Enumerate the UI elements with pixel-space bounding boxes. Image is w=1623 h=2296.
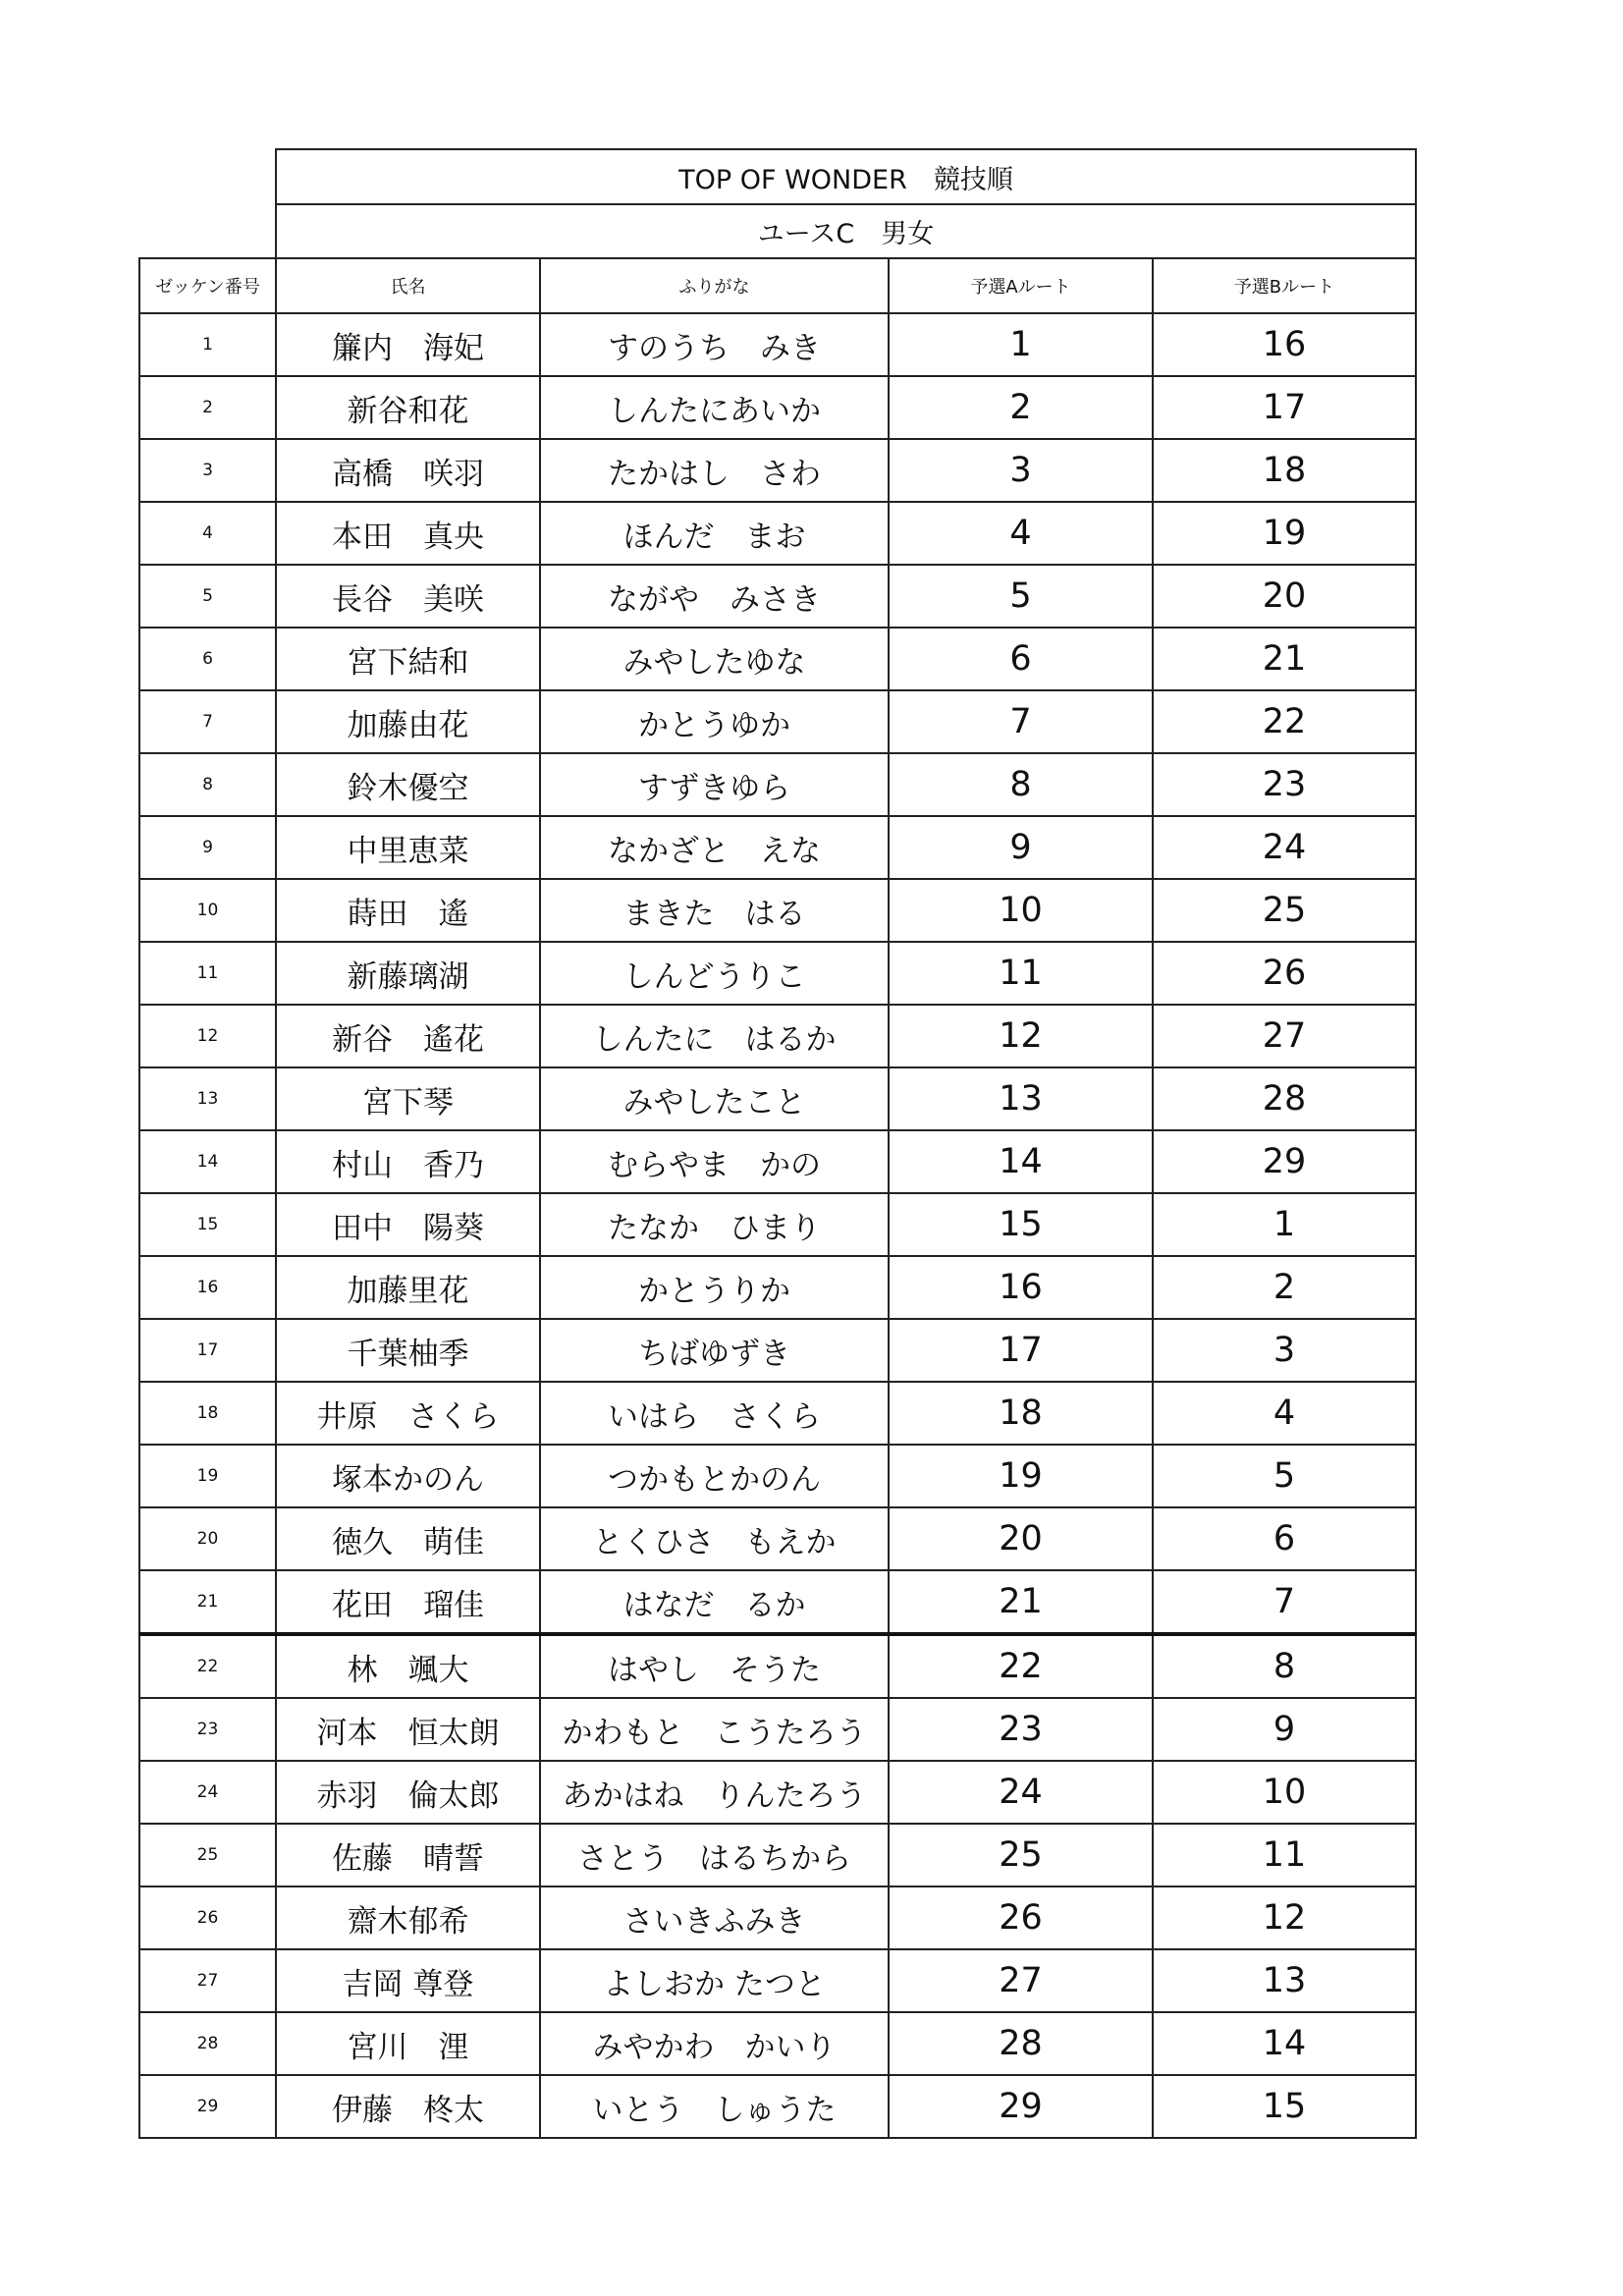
route-a-cell: 6: [889, 628, 1153, 690]
name-cell: 簾内 海妃: [276, 313, 540, 376]
name-cell: 伊藤 柊太: [276, 2075, 540, 2138]
route-b-cell: 15: [1153, 2075, 1416, 2138]
route-a-cell: 3: [889, 439, 1153, 502]
route-a-cell: 13: [889, 1067, 1153, 1130]
table-row: [139, 753, 1416, 816]
bib-cell: 10: [139, 879, 276, 942]
route-a-cell: 8: [889, 753, 1153, 816]
furigana-cell: なかざと えな: [540, 816, 889, 879]
route-b-cell: 19: [1153, 502, 1416, 565]
furigana-cell: ほんだ まお: [540, 502, 889, 565]
name-cell: 花田 瑠佳: [276, 1570, 540, 1634]
table-row: [139, 879, 1416, 942]
name-cell: 高橋 咲羽: [276, 439, 540, 502]
competition-order-table: [138, 148, 1417, 2139]
name-cell: 齋木郁希: [276, 1886, 540, 1949]
title-row: [139, 149, 1416, 204]
route-b-cell: 2: [1153, 1256, 1416, 1319]
route-b-cell: 20: [1153, 565, 1416, 628]
route-b-cell: 11: [1153, 1824, 1416, 1886]
route-a-cell: 20: [889, 1507, 1153, 1570]
table-row: [139, 1382, 1416, 1445]
route-b-cell: 21: [1153, 628, 1416, 690]
bib-cell: 15: [139, 1193, 276, 1256]
name-cell: 村山 香乃: [276, 1130, 540, 1193]
bib-cell: 23: [139, 1698, 276, 1761]
table-row: [139, 942, 1416, 1005]
route-a-cell: 15: [889, 1193, 1153, 1256]
name-cell: 加藤里花: [276, 1256, 540, 1319]
route-a-cell: 23: [889, 1698, 1153, 1761]
sheet-title: TOP OF WONDER 競技順: [276, 149, 1416, 204]
furigana-cell: しんたにあいか: [540, 376, 889, 439]
route-a-cell: 24: [889, 1761, 1153, 1824]
bib-cell: 12: [139, 1005, 276, 1067]
furigana-cell: かわもと こうたろう: [540, 1698, 889, 1761]
bib-cell: 16: [139, 1256, 276, 1319]
furigana-cell: まきた はる: [540, 879, 889, 942]
subtitle-row: [139, 204, 1416, 258]
bib-cell: 6: [139, 628, 276, 690]
furigana-cell: つかもとかのん: [540, 1445, 889, 1507]
furigana-cell: ちばゆずき: [540, 1319, 889, 1382]
header-name: 氏名: [276, 258, 540, 313]
name-cell: 加藤由花: [276, 690, 540, 753]
route-a-cell: 22: [889, 1634, 1153, 1698]
name-cell: 林 颯大: [276, 1634, 540, 1698]
table-row: [139, 1005, 1416, 1067]
furigana-cell: かとうりか: [540, 1256, 889, 1319]
bib-cell: 5: [139, 565, 276, 628]
table-row: [139, 1130, 1416, 1193]
route-b-cell: 18: [1153, 439, 1416, 502]
table-row: [139, 1067, 1416, 1130]
table-row: [139, 690, 1416, 753]
route-b-cell: 3: [1153, 1319, 1416, 1382]
route-a-cell: 19: [889, 1445, 1153, 1507]
route-a-cell: 25: [889, 1824, 1153, 1886]
route-b-cell: 9: [1153, 1698, 1416, 1761]
name-cell: 赤羽 倫太郎: [276, 1761, 540, 1824]
table-row: [139, 2012, 1416, 2075]
name-cell: 塚本かのん: [276, 1445, 540, 1507]
name-cell: 宮川 浬: [276, 2012, 540, 2075]
route-a-cell: 11: [889, 942, 1153, 1005]
header-furigana: ふりがな: [540, 258, 889, 313]
route-b-cell: 17: [1153, 376, 1416, 439]
route-b-cell: 25: [1153, 879, 1416, 942]
bib-cell: 24: [139, 1761, 276, 1824]
route-b-cell: 27: [1153, 1005, 1416, 1067]
route-b-cell: 26: [1153, 942, 1416, 1005]
table-row: [139, 1319, 1416, 1382]
table-row: [139, 376, 1416, 439]
table-row: [139, 502, 1416, 565]
route-a-cell: 17: [889, 1319, 1153, 1382]
furigana-cell: さとう はるちから: [540, 1824, 889, 1886]
header-bib: ゼッケン番号: [139, 258, 276, 313]
name-cell: 新藤璃湖: [276, 942, 540, 1005]
bib-cell: 20: [139, 1507, 276, 1570]
route-b-cell: 7: [1153, 1570, 1416, 1634]
route-a-cell: 21: [889, 1570, 1153, 1634]
table-row: [139, 1570, 1416, 1634]
subtitle-blank-cell: [139, 204, 276, 258]
name-cell: 長谷 美咲: [276, 565, 540, 628]
route-b-cell: 4: [1153, 1382, 1416, 1445]
route-a-cell: 18: [889, 1382, 1153, 1445]
bib-cell: 18: [139, 1382, 276, 1445]
name-cell: 鈴木優空: [276, 753, 540, 816]
table-row: [139, 439, 1416, 502]
bib-cell: 28: [139, 2012, 276, 2075]
furigana-cell: たかはし さわ: [540, 439, 889, 502]
furigana-cell: はやし そうた: [540, 1634, 889, 1698]
route-b-cell: 1: [1153, 1193, 1416, 1256]
route-b-cell: 24: [1153, 816, 1416, 879]
route-b-cell: 23: [1153, 753, 1416, 816]
name-cell: 佐藤 晴誓: [276, 1824, 540, 1886]
table-row: [139, 1824, 1416, 1886]
furigana-cell: いはら さくら: [540, 1382, 889, 1445]
route-a-cell: 10: [889, 879, 1153, 942]
furigana-cell: みやかわ かいり: [540, 2012, 889, 2075]
bib-cell: 22: [139, 1634, 276, 1698]
route-a-cell: 7: [889, 690, 1153, 753]
route-b-cell: 8: [1153, 1634, 1416, 1698]
furigana-cell: あかはね りんたろう: [540, 1761, 889, 1824]
header-route-a: 予選Aルート: [889, 258, 1153, 313]
name-cell: 千葉柚季: [276, 1319, 540, 1382]
table-row: [139, 313, 1416, 376]
name-cell: 蒔田 遙: [276, 879, 540, 942]
furigana-cell: みやしたゆな: [540, 628, 889, 690]
column-header-row: [139, 258, 1416, 313]
bib-cell: 21: [139, 1570, 276, 1634]
name-cell: 吉岡 尊登: [276, 1949, 540, 2012]
name-cell: 宮下結和: [276, 628, 540, 690]
table-row: [139, 1256, 1416, 1319]
header-route-b: 予選Bルート: [1153, 258, 1416, 313]
route-b-cell: 28: [1153, 1067, 1416, 1130]
bib-cell: 1: [139, 313, 276, 376]
name-cell: 宮下琴: [276, 1067, 540, 1130]
bib-cell: 29: [139, 2075, 276, 2138]
furigana-cell: いとう しゅうた: [540, 2075, 889, 2138]
name-cell: 新谷和花: [276, 376, 540, 439]
bib-cell: 14: [139, 1130, 276, 1193]
bib-cell: 13: [139, 1067, 276, 1130]
bib-cell: 4: [139, 502, 276, 565]
route-b-cell: 6: [1153, 1507, 1416, 1570]
name-cell: 田中 陽葵: [276, 1193, 540, 1256]
name-cell: 河本 恒太朗: [276, 1698, 540, 1761]
bib-cell: 8: [139, 753, 276, 816]
route-b-cell: 10: [1153, 1761, 1416, 1824]
name-cell: 中里恵菜: [276, 816, 540, 879]
furigana-cell: はなだ るか: [540, 1570, 889, 1634]
bib-cell: 2: [139, 376, 276, 439]
route-a-cell: 16: [889, 1256, 1153, 1319]
route-a-cell: 2: [889, 376, 1153, 439]
table-row: [139, 1507, 1416, 1570]
route-b-cell: 16: [1153, 313, 1416, 376]
name-cell: 徳久 萌佳: [276, 1507, 540, 1570]
route-b-cell: 14: [1153, 2012, 1416, 2075]
bib-cell: 27: [139, 1949, 276, 2012]
table-row: [139, 1445, 1416, 1507]
route-a-cell: 12: [889, 1005, 1153, 1067]
table-row: [139, 1761, 1416, 1824]
table-row: [139, 628, 1416, 690]
name-cell: 本田 真央: [276, 502, 540, 565]
furigana-cell: むらやま かの: [540, 1130, 889, 1193]
furigana-cell: さいきふみき: [540, 1886, 889, 1949]
route-b-cell: 13: [1153, 1949, 1416, 2012]
furigana-cell: ながや みさき: [540, 565, 889, 628]
bib-cell: 3: [139, 439, 276, 502]
furigana-cell: しんどうりこ: [540, 942, 889, 1005]
sheet-subtitle: ユースC 男女: [276, 204, 1416, 258]
furigana-cell: かとうゆか: [540, 690, 889, 753]
route-a-cell: 29: [889, 2075, 1153, 2138]
route-b-cell: 12: [1153, 1886, 1416, 1949]
route-a-cell: 28: [889, 2012, 1153, 2075]
table-row: [139, 1698, 1416, 1761]
furigana-cell: すずきゆら: [540, 753, 889, 816]
table-row: [139, 1886, 1416, 1949]
route-a-cell: 9: [889, 816, 1153, 879]
furigana-cell: よしおか たつと: [540, 1949, 889, 2012]
furigana-cell: しんたに はるか: [540, 1005, 889, 1067]
title-blank-cell: [139, 149, 276, 204]
route-b-cell: 22: [1153, 690, 1416, 753]
bib-cell: 19: [139, 1445, 276, 1507]
bib-cell: 25: [139, 1824, 276, 1886]
furigana-cell: すのうち みき: [540, 313, 889, 376]
table-row: [139, 816, 1416, 879]
name-cell: 井原 さくら: [276, 1382, 540, 1445]
bib-cell: 11: [139, 942, 276, 1005]
route-b-cell: 29: [1153, 1130, 1416, 1193]
furigana-cell: たなか ひまり: [540, 1193, 889, 1256]
bib-cell: 7: [139, 690, 276, 753]
furigana-cell: みやしたこと: [540, 1067, 889, 1130]
table-row: [139, 1634, 1416, 1698]
name-cell: 新谷 遙花: [276, 1005, 540, 1067]
furigana-cell: とくひさ もえか: [540, 1507, 889, 1570]
route-a-cell: 26: [889, 1886, 1153, 1949]
route-a-cell: 4: [889, 502, 1153, 565]
table-row: [139, 565, 1416, 628]
route-b-cell: 5: [1153, 1445, 1416, 1507]
route-a-cell: 14: [889, 1130, 1153, 1193]
bib-cell: 9: [139, 816, 276, 879]
route-a-cell: 27: [889, 1949, 1153, 2012]
bib-cell: 17: [139, 1319, 276, 1382]
table-row: [139, 2075, 1416, 2138]
route-a-cell: 1: [889, 313, 1153, 376]
table-row: [139, 1949, 1416, 2012]
bib-cell: 26: [139, 1886, 276, 1949]
table-row: [139, 1193, 1416, 1256]
route-a-cell: 5: [889, 565, 1153, 628]
